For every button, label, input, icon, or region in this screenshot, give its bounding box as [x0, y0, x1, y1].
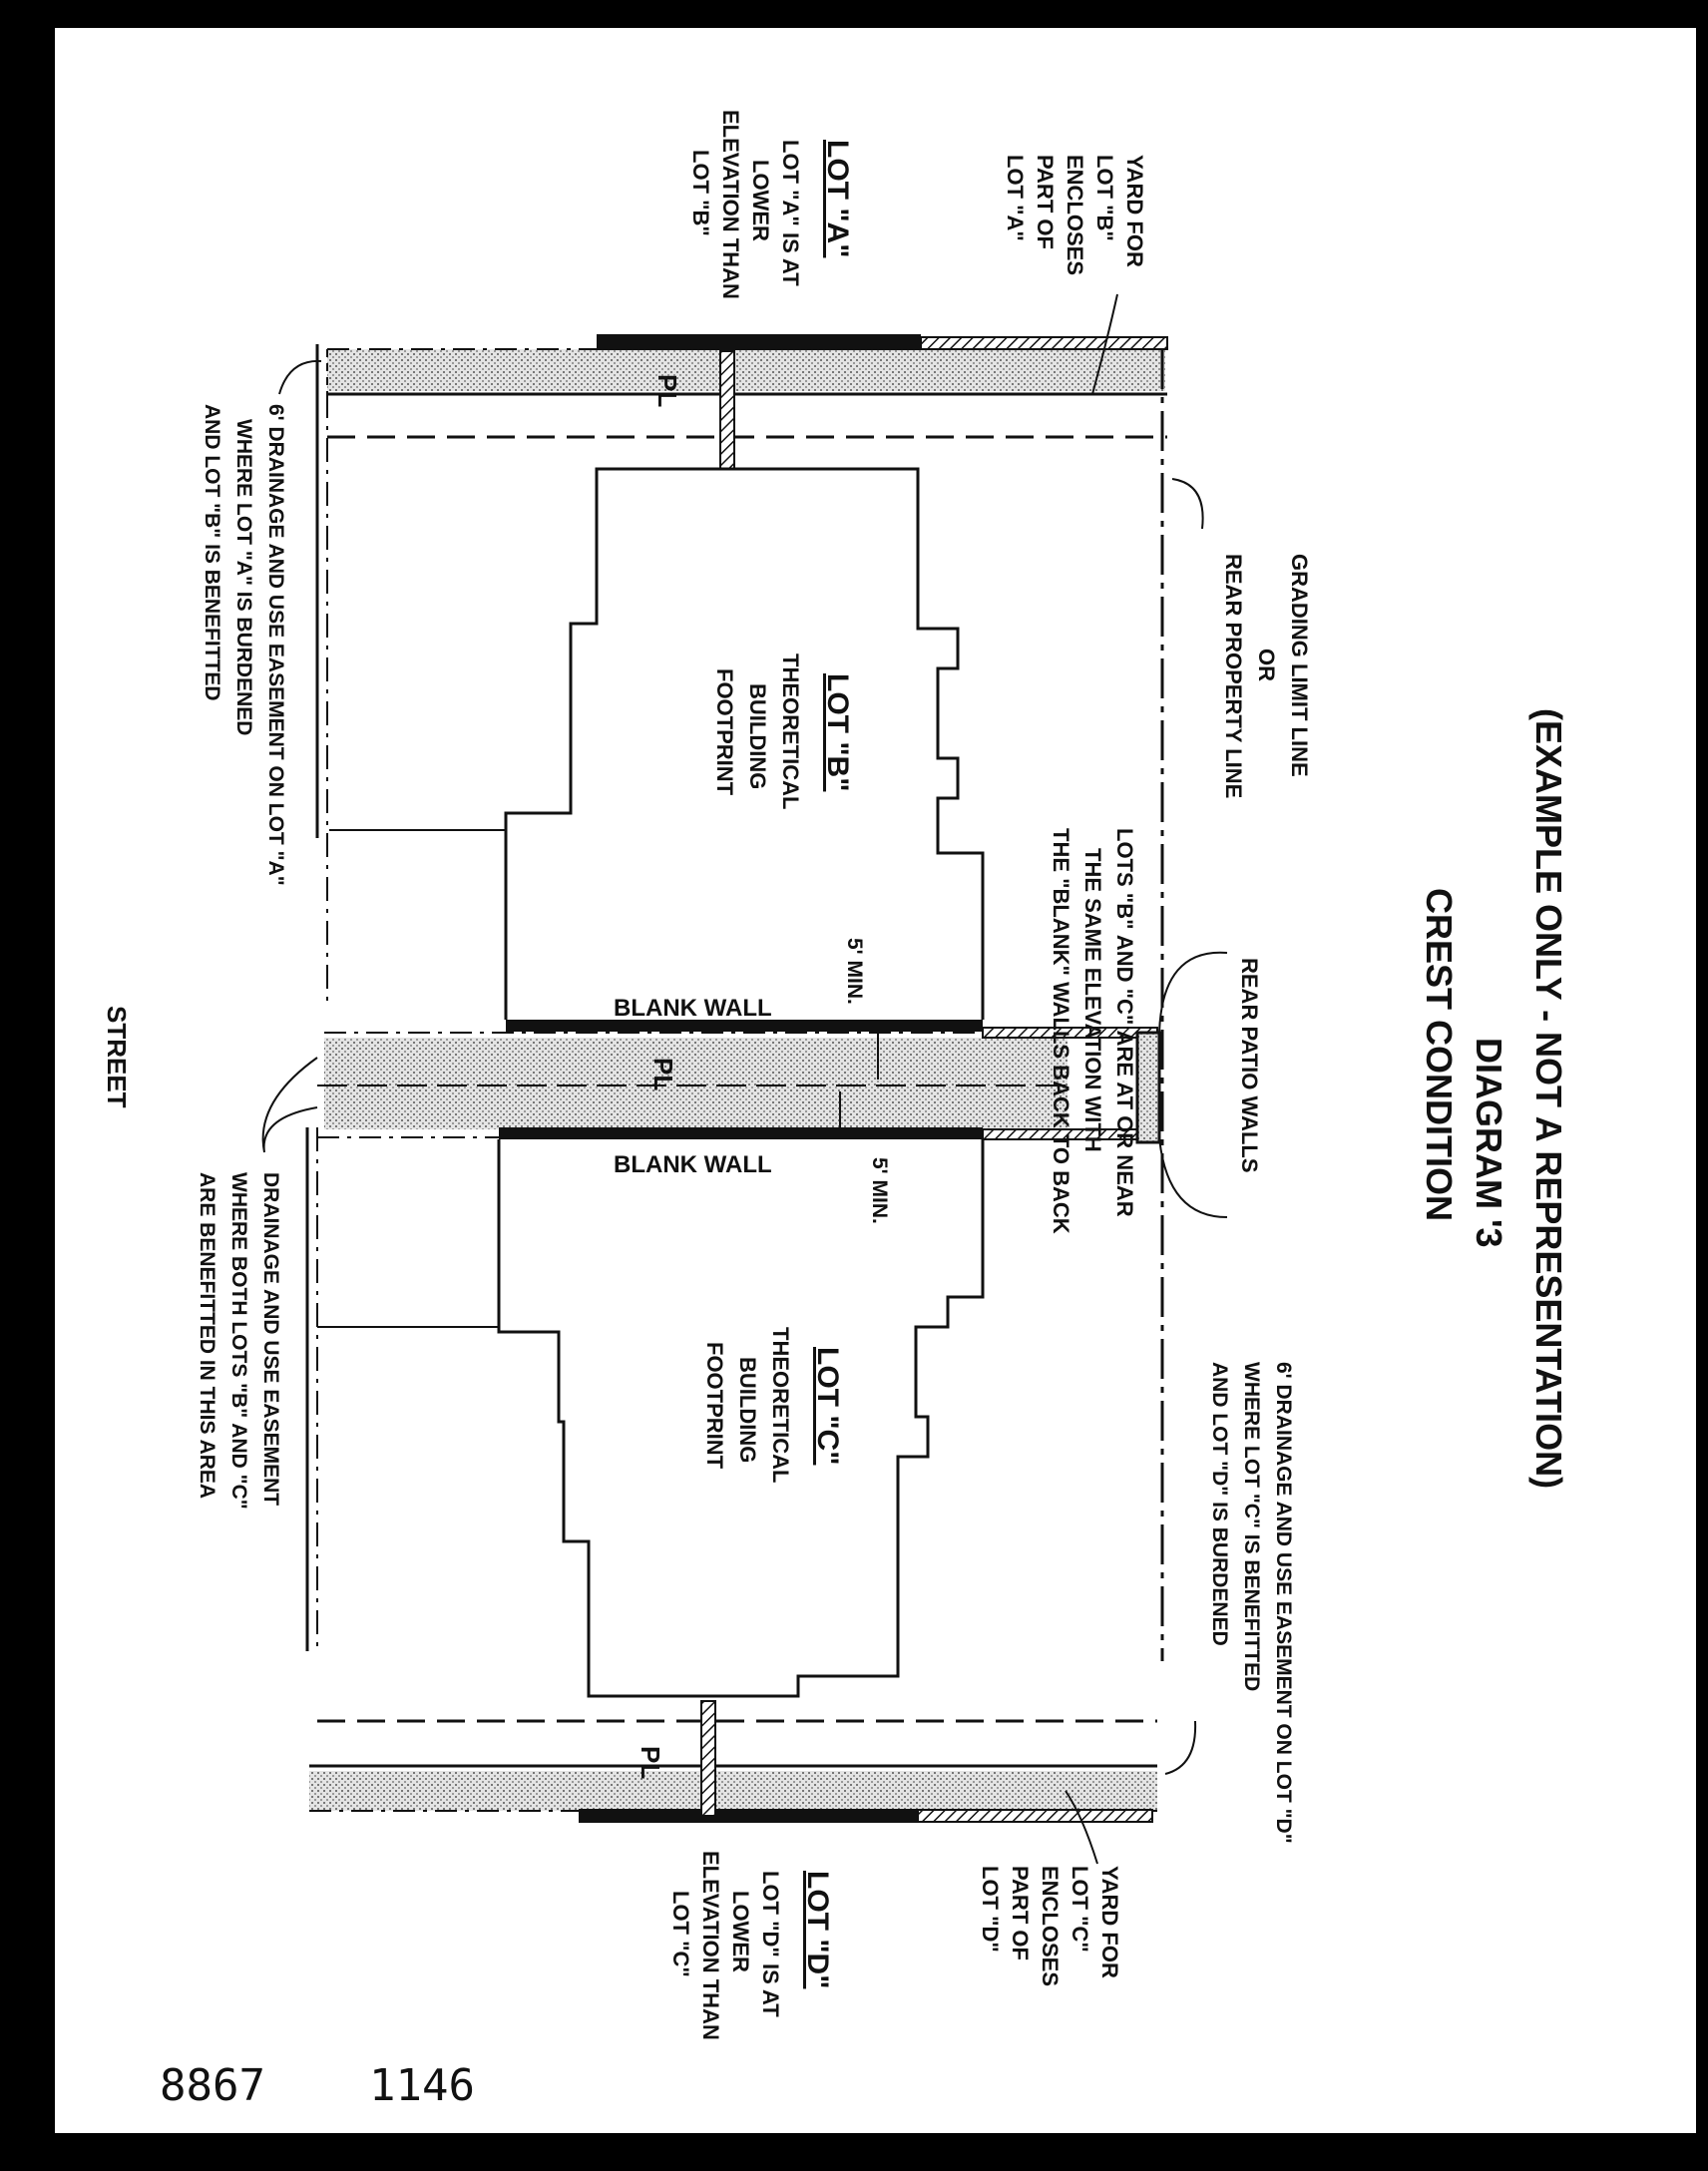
svg-text:LOTS "B" AND "C" ARE AT OR NEA: LOTS "B" AND "C" ARE AT OR NEAR: [1112, 828, 1137, 1217]
svg-text:LOT "D" IS AT: LOT "D" IS AT: [758, 1871, 783, 2017]
svg-text:REAR PATIO WALLS: REAR PATIO WALLS: [1237, 958, 1262, 1173]
svg-text:GRADING LIMIT LINE: GRADING LIMIT LINE: [1287, 554, 1312, 777]
pl-marker-ab: [652, 374, 682, 407]
svg-text:YARD FOR: YARD FOR: [1097, 1866, 1122, 1978]
lots-bc-elevation-note: [1049, 828, 1137, 1234]
svg-text:PL: PL: [652, 374, 682, 408]
svg-text:THE "BLANK" WALLS BACK TO BACK: THE "BLANK" WALLS BACK TO BACK: [1049, 828, 1073, 1234]
svg-text:BUILDING: BUILDING: [735, 1357, 760, 1464]
min-b-label: [843, 938, 866, 1005]
lot-d-yard-hatch: [918, 1810, 1152, 1822]
svg-text:OR: OR: [1254, 649, 1279, 681]
blank-wall-c-label: [614, 1151, 772, 1178]
svg-text:LOT "C": LOT "C": [811, 1347, 844, 1466]
svg-text:PL: PL: [636, 1746, 665, 1780]
svg-text:WHERE LOT "C" IS BENEFITTED: WHERE LOT "C" IS BENEFITTED: [1240, 1362, 1263, 1692]
lot-c-label: [702, 1327, 844, 1483]
svg-text:LOT "A": LOT "A": [1003, 155, 1028, 241]
yard-lot-c-label: [978, 1866, 1122, 1986]
svg-text:6' DRAINAGE AND USE EASEMENT O: 6' DRAINAGE AND USE EASEMENT ON LOT "A": [264, 404, 287, 886]
svg-text:LOWER: LOWER: [728, 1891, 753, 1972]
lot-b-label: [712, 653, 854, 809]
header-diagram-number: DIAGRAM '3: [1469, 1038, 1509, 1248]
rear-patio-walls-label: [1237, 958, 1262, 1173]
svg-text:AND LOT "B" IS BENEFITTED: AND LOT "B" IS BENEFITTED: [201, 404, 223, 701]
svg-text:THEORETICAL: THEORETICAL: [778, 653, 803, 810]
svg-text:LOT "A" IS AT: LOT "A" IS AT: [778, 140, 803, 286]
svg-text:ELEVATION THAN: ELEVATION THAN: [718, 110, 743, 299]
svg-text:LOT "B": LOT "B": [688, 150, 713, 236]
svg-text:ELEVATION THAN: ELEVATION THAN: [698, 1851, 723, 2040]
street-label: [102, 1006, 132, 1108]
leader-easement-d: [1165, 1721, 1195, 1774]
svg-text:ENCLOSES: ENCLOSES: [1038, 1866, 1063, 1987]
yard-lot-b-label: [1003, 155, 1147, 275]
svg-text:AND LOT "D" IS BURDENED: AND LOT "D" IS BURDENED: [1208, 1362, 1231, 1646]
leader-easement-a: [279, 361, 321, 394]
svg-text:LOT "B": LOT "B": [821, 673, 854, 792]
svg-text:LOT "C": LOT "C": [668, 1891, 693, 1977]
fence-ab-hatch: [720, 351, 734, 469]
svg-text:ENCLOSES: ENCLOSES: [1063, 155, 1087, 276]
svg-text:BLANK WALL: BLANK WALL: [614, 1151, 772, 1178]
svg-text:BLANK WALL: BLANK WALL: [614, 995, 772, 1022]
lot-a-wall-solid: [597, 334, 921, 350]
svg-text:THE SAME ELEVATION WITH: THE SAME ELEVATION WITH: [1080, 848, 1105, 1152]
header-crest-condition: CREST CONDITION: [1419, 888, 1460, 1222]
svg-text:5' MIN.: 5' MIN.: [868, 1157, 891, 1224]
svg-text:PART OF: PART OF: [1008, 1866, 1033, 1960]
pl-marker-cd: [636, 1746, 665, 1779]
min-c-label: [868, 1157, 891, 1224]
svg-text:LOT "D": LOT "D": [978, 1866, 1003, 1953]
svg-text:FOOTPRINT: FOOTPRINT: [702, 1342, 727, 1470]
svg-text:LOT "C": LOT "C": [1068, 1866, 1092, 1953]
svg-text:LOT "D": LOT "D": [801, 1871, 834, 1989]
svg-text:REAR PROPERTY LINE: REAR PROPERTY LINE: [1221, 554, 1246, 799]
easement-lot-a-label: [201, 404, 287, 886]
leader-easement-bc: [263, 1058, 317, 1152]
svg-text:BUILDING: BUILDING: [745, 683, 770, 790]
header-example-only: (EXAMPLE ONLY - NOT A REPRESENTATION): [1528, 708, 1569, 1490]
svg-text:WHERE BOTH LOTS "B" AND "C": WHERE BOTH LOTS "B" AND "C": [227, 1172, 250, 1510]
doc-number-right: 1146: [369, 2060, 475, 2111]
easement-strip-a-right: [736, 349, 1165, 391]
svg-text:LOT "B": LOT "B": [1092, 155, 1117, 241]
svg-text:STREET: STREET: [102, 1006, 132, 1108]
lot-d-wall-solid: [579, 1809, 918, 1823]
blank-wall-c-solid: [499, 1127, 983, 1139]
svg-text:5' MIN.: 5' MIN.: [843, 938, 866, 1005]
grading-limit-label: [1221, 554, 1312, 798]
easement-strip-d: [309, 1771, 1157, 1811]
svg-text:LOWER: LOWER: [748, 160, 773, 241]
svg-text:FOOTPRINT: FOOTPRINT: [712, 668, 737, 796]
svg-text:LOT "A": LOT "A": [821, 140, 854, 258]
diagram-title-block: [1419, 708, 1569, 1489]
fence-cd-hatch: [701, 1701, 715, 1816]
pl-marker-bc: [648, 1058, 678, 1090]
svg-text:DRAINAGE AND USE EASEMENT: DRAINAGE AND USE EASEMENT: [259, 1172, 282, 1507]
doc-number-left: 8867: [160, 2060, 265, 2111]
easement-bc-label: [196, 1172, 282, 1510]
svg-text:ARE BENEFITTED IN THIS AREA: ARE BENEFITTED IN THIS AREA: [196, 1172, 218, 1500]
easement-lot-d-label: [1208, 1362, 1295, 1844]
svg-text:WHERE LOT "A" IS BURDENED: WHERE LOT "A" IS BURDENED: [232, 419, 255, 736]
svg-text:PL: PL: [648, 1058, 678, 1091]
blank-wall-b-label: [614, 995, 772, 1022]
lot-a-label: [688, 110, 854, 299]
rear-patio-box: [1137, 1033, 1159, 1142]
central-easement-strip: [324, 1038, 1068, 1129]
svg-text:6' DRAINAGE AND USE EASEMENT O: 6' DRAINAGE AND USE EASEMENT ON LOT "D": [1272, 1362, 1295, 1844]
lot-b-footprint: [506, 469, 983, 1020]
lot-a-yard-hatch: [921, 337, 1167, 349]
lot-d-label: [668, 1851, 834, 2040]
svg-text:YARD FOR: YARD FOR: [1122, 155, 1147, 267]
leader-grading: [1172, 479, 1203, 529]
svg-text:THEORETICAL: THEORETICAL: [768, 1327, 793, 1484]
leader-rear-patio: [1159, 953, 1227, 1217]
svg-text:PART OF: PART OF: [1033, 155, 1058, 249]
